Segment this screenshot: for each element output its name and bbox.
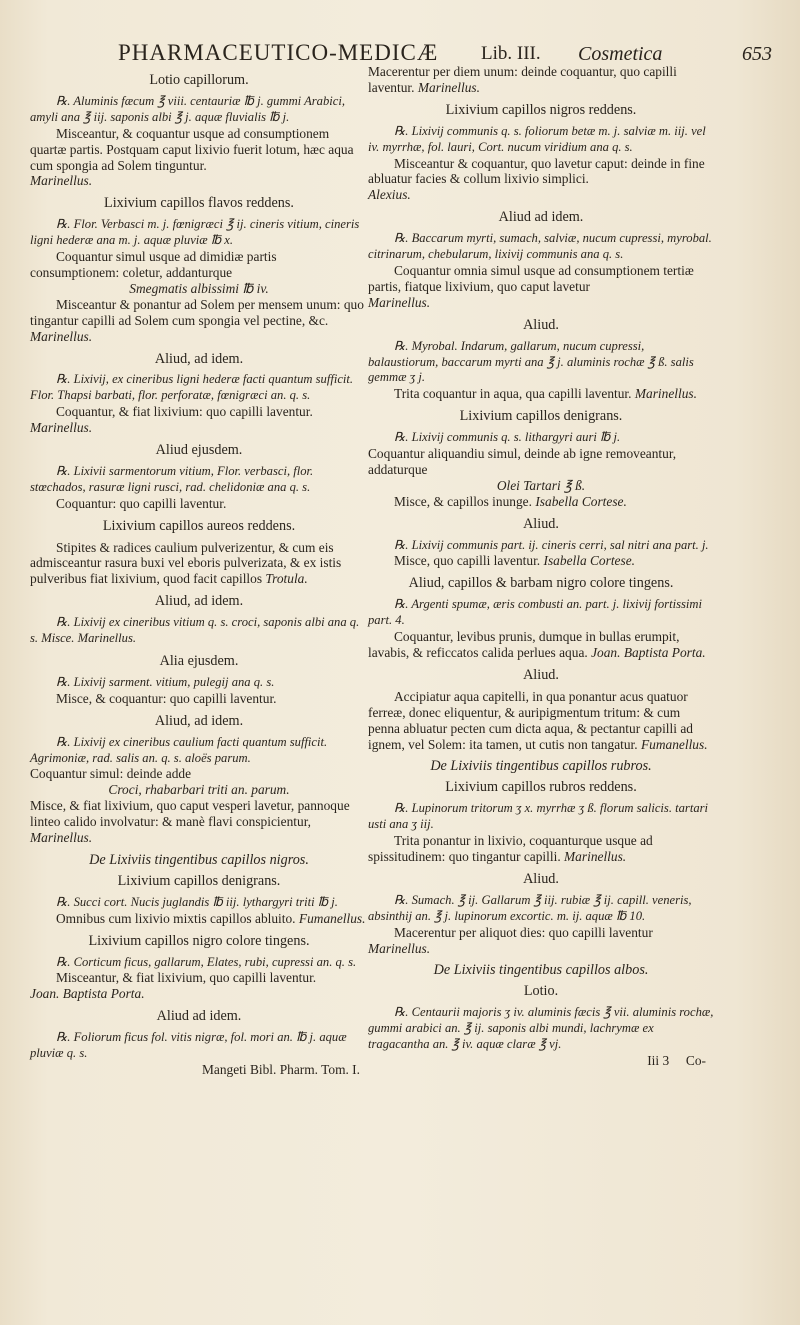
section-heading: De Lixiviis tingentibus capillos rubros. bbox=[430, 758, 652, 775]
running-title: PHARMACEUTICO-MEDICÆ bbox=[118, 40, 439, 65]
paragraph-text: Misceantur & ponantur ad Solem per mensem unum: quo tingantur capilli ad Solem cum spongia vel pectine, &c. bbox=[30, 296, 364, 328]
signature-mark: Iii 3 bbox=[647, 1052, 670, 1068]
recipe: ℞. Lixivij sarment. vitium, pulegij ana q. s. bbox=[56, 674, 275, 689]
paragraph: Coquantur simul: deinde adde bbox=[30, 766, 192, 782]
paragraph bbox=[368, 629, 714, 661]
paragraph bbox=[30, 126, 368, 174]
author-citation: Joan. Baptista Porta. bbox=[591, 645, 706, 660]
section-subheading: Lixivium capillos rubros reddens. bbox=[445, 779, 637, 796]
author-citation: Marinellus. bbox=[30, 830, 93, 846]
paragraph bbox=[30, 911, 368, 927]
paragraph bbox=[30, 404, 368, 436]
recipe: ℞. Sumach. ℥ ij. Gallarum ℥ iij. rubiæ ℥ ij. capill. veneris, absinthij an. ℥ j. lupinorum excortic. m. ij. aquæ ℔ 10. bbox=[368, 892, 692, 923]
recipe: ℞. Succi cort. Nucis juglandis ℔ iij. lythargyri triti ℔ j. bbox=[56, 894, 338, 909]
recipe: ℞. Flor. Verbasci m. j. fœnigræci ℥ ij. cineris vitium, cineris ligni hederæ ana m. j. aquæ pluviæ ℔ x. bbox=[30, 217, 360, 248]
section-heading: Aliud, ad idem. bbox=[154, 350, 244, 367]
author-citation: Fumanellus. bbox=[298, 910, 366, 926]
book-number: Lib. III. bbox=[481, 43, 541, 64]
author-citation: Marinellus. bbox=[564, 848, 627, 864]
paragraph bbox=[30, 297, 368, 345]
paragraph bbox=[368, 494, 714, 510]
author-citation: Marinellus. bbox=[30, 420, 93, 436]
paragraph bbox=[30, 540, 368, 588]
paragraph-text: Misce, quo capilli laventur. bbox=[394, 553, 541, 569]
paragraph-text: Accipiatur aqua capitelli, in qua ponantur acus quatuor ferreæ, donec eliquentur, & auripigmentum tritum: & cum penna abluatur pecten cum dicta aqua, & pectantur capilli ad ignem, vel Solem: ita tamen, ut cutis non tangatur. bbox=[368, 688, 693, 752]
section-heading: Lotio capillorum. bbox=[149, 72, 249, 88]
author-citation: Marinellus. bbox=[368, 294, 431, 310]
recipe-text: ℞. Lixivij ex cineribus vitium q. s. croci, saponis albi ana q. s. Misce. bbox=[30, 615, 360, 646]
author-citation: Alexius. bbox=[368, 187, 411, 203]
section-heading: Aliud. bbox=[523, 666, 559, 683]
paragraph: Misceantur & coquantur, quo lavetur caput: deinde in fine abluatur facies & collum lixivio simplici. bbox=[368, 155, 705, 187]
author-citation: Fumanellus. bbox=[640, 736, 708, 752]
paragraph bbox=[368, 689, 714, 753]
paragraph-text: Macerentur per diem unum: deinde coquantur, quo capilli laventur. bbox=[368, 64, 677, 95]
paragraph: Coquantur: quo capilli laventur. bbox=[56, 495, 227, 511]
author-citation: Trotula. bbox=[265, 571, 308, 587]
recipe: ℞. Centaurii majoris ʒ iv. aluminis fæcis ℥ vii. aluminis rochæ, gummi arabici an. ℥ ij. saponis albi mundi, lachrymæ ex tragacantha an. ℥ iv. aquæ claræ ℥ vj. bbox=[368, 1005, 714, 1052]
author-citation: Marinellus. bbox=[634, 386, 697, 402]
author-citation: Marinellus. bbox=[77, 631, 136, 646]
paragraph bbox=[368, 64, 714, 96]
recipe: ℞. Baccarum myrti, sumach, salviæ, nucum cupressi, myrobal. citrinarum, chebularum, lixivij communis ana q. s. bbox=[368, 231, 712, 262]
author-citation: Joan. Baptista Porta. bbox=[30, 986, 145, 1002]
signature-mark: Mangeti Bibl. Pharm. Tom. I. bbox=[201, 1061, 360, 1077]
paragraph-text: Omnibus cum lixivio mixtis capillos abluito. bbox=[56, 910, 296, 926]
signature-line bbox=[368, 1053, 714, 1069]
paragraph: Misceantur, & fiat lixivium, quo capilli laventur. bbox=[56, 970, 317, 986]
section-heading: Lixivium capillos flavos reddens. bbox=[104, 195, 294, 212]
author-citation: Marinellus. bbox=[30, 328, 93, 344]
section-title: Cosmetica bbox=[578, 43, 663, 65]
recipe: ℞. Lixivij communis part. ij. cineris cerri, sal nitri ana part. j. bbox=[394, 537, 709, 552]
section-heading: Lixivium capillos nigros reddens. bbox=[445, 101, 637, 118]
paragraph-text: Stipites & radices caulium pulverizentur, & cum eis admisceantur rasura buxi vel eboris pulverizata, & ex istis pulveribus fiat lixivium, quod facit capillos bbox=[30, 539, 342, 587]
recipe: ℞. Argenti spumæ, æris combusti an. part. j. lixivij fortissimi part. 4. bbox=[368, 597, 702, 628]
author-citation: Marinellus. bbox=[30, 173, 93, 189]
recipe: ℞. Myrobal. Indarum, gallarum, nucum cupressi, balaustiorum, baccarum myrti ana ℥ j. aluminis rochæ ℥ ß. salis gemmæ ʒ j. bbox=[368, 338, 694, 385]
paragraph-text: Trita coquantur in aqua, qua capilli laventur. bbox=[394, 386, 632, 402]
recipe: ℞. Foliorum ficus fol. vitis nigræ, fol. mori an. ℔ j. aquæ pluviæ q. s. bbox=[30, 1030, 347, 1061]
section-heading: Aliud, ad idem. bbox=[154, 712, 244, 729]
section-heading: Aliud. bbox=[523, 515, 559, 532]
section-heading: De Lixiviis tingentibus capillos nigros. bbox=[89, 851, 309, 868]
section-heading: Lixivium capillos aureos reddens. bbox=[102, 517, 296, 534]
paragraph-text: Misce, & capillos inunge. bbox=[394, 493, 532, 509]
recipe bbox=[30, 615, 368, 647]
paragraph: Coquantur omnia simul usque ad consumptionem tertiæ partis, fiatque lixivium, quo caput lavetur bbox=[368, 262, 694, 294]
section-heading: Aliud. bbox=[523, 870, 559, 887]
section-subheading: Lotio. bbox=[523, 983, 559, 1000]
author-citation: Marinellus. bbox=[368, 940, 431, 956]
page-number: 653 bbox=[742, 43, 772, 65]
paragraph: Misce, & coquantur: quo capilli laventur. bbox=[56, 690, 277, 706]
section-heading: Aliud ad idem. bbox=[156, 1008, 242, 1025]
author-citation: Isabella Cortese. bbox=[535, 493, 627, 509]
catchword: Co- bbox=[685, 1052, 706, 1068]
paragraph-text: Misce, & fiat lixivium, quo caput vesperi lavetur, pannoque linteo calido involvatur: & manè flavi conspicientur, bbox=[30, 798, 350, 830]
section-heading: Aliud, ad idem. bbox=[154, 593, 244, 610]
paragraph bbox=[30, 798, 368, 846]
section-heading: Aliud ad idem. bbox=[498, 209, 584, 226]
ingredient-line: Olei Tartari ℥ ß. bbox=[496, 477, 586, 493]
section-heading: Alia ejusdem. bbox=[159, 653, 239, 669]
paragraph-text: Trita ponantur in lixivio, coquanturque usque ad spissitudinem: quo tingantur capilli. bbox=[368, 833, 653, 864]
paragraph bbox=[368, 386, 714, 402]
section-heading: Lixivium capillos denigrans. bbox=[459, 408, 623, 425]
recipe: ℞. Lixivij communis q. s. foliorum betæ m. j. salviæ m. iij. vel iv. myrrhæ, fol. lauri, Cort. nucum viridium ana q. s. bbox=[368, 123, 706, 154]
recipe: ℞. Lixivij communis q. s. lithargyri auri ℔ j. bbox=[394, 430, 621, 445]
paragraph-text: Coquantur, levibus prunis, dumque in bullas erumpit, lavabis, & reficcatos calida perlues aqua. bbox=[368, 629, 680, 660]
recipe: ℞. Aluminis fæcum ℥ viii. centauriæ ℔ j. gummi Arabici, amyli ana ℥ iij. saponis albi ℥ j. aquæ fluvialis ℔ j. bbox=[30, 93, 346, 124]
paragraph-text: Misceantur, & coquantur usque ad consumptionem quartæ partis. Postquam caput lixivio fuerit lotum, hæc aqua cum spongia ad Solem tinguntur. bbox=[30, 125, 354, 173]
recipe: ℞. Lixivij, ex cineribus ligni hederæ facti quantum sufficit. Flor. Thapsi barbati, flor. perforatæ, fœnigræci an. q. s. bbox=[30, 372, 354, 403]
paragraph-text: Coquantur, & fiat lixivium: quo capilli laventur. bbox=[56, 404, 313, 420]
paragraph bbox=[368, 833, 714, 865]
paragraph: Macerentur per aliquot dies: quo capilli laventur bbox=[394, 924, 653, 940]
left-column bbox=[30, 66, 368, 1078]
recipe: ℞. Lixivij ex cineribus caulium facti quantum sufficit. Agrimoniæ, rad. salis an. q. s. aloës parum. bbox=[30, 734, 328, 765]
section-heading: Aliud, capillos & barbam nigro colore tingens. bbox=[408, 575, 674, 592]
right-column bbox=[368, 64, 714, 1069]
recipe: ℞. Lupinorum tritorum ʒ x. myrrhæ ʒ ß. florum salicis. tartari usti ana ʒ iij. bbox=[368, 801, 709, 832]
author-citation: Marinellus. bbox=[417, 79, 480, 95]
author-citation: Isabella Cortese. bbox=[543, 553, 636, 569]
paragraph bbox=[368, 553, 714, 569]
paragraph: Coquantur simul usque ad dimidiæ partis consumptionem: coletur, addanturque bbox=[30, 249, 277, 280]
recipe: ℞. Lixivii sarmentorum vitium, Flor. verbasci, flor. stœchados, rasuræ ligni rusci, rad. chelidoniæ ana q. s. bbox=[30, 463, 314, 494]
section-heading: Aliud. bbox=[523, 316, 559, 333]
section-heading: Aliud ejusdem. bbox=[155, 442, 243, 459]
section-subheading: Lixivium capillos denigrans. bbox=[117, 872, 281, 889]
ingredient-line: Croci, rhabarbari triti an. parum. bbox=[108, 782, 290, 798]
recipe: ℞. Corticum ficus, gallarum, Elates, rubi, cupressi an. q. s. bbox=[56, 954, 357, 969]
section-heading: Lixivium capillos nigro colore tingens. bbox=[88, 932, 310, 949]
paragraph: Coquantur aliquandiu simul, deinde ab igne removeantur, addaturque bbox=[368, 446, 677, 477]
ingredient-line: Smegmatis albissimi ℔ iv. bbox=[129, 280, 269, 296]
section-heading: De Lixiviis tingentibus capillos albos. bbox=[433, 962, 649, 979]
